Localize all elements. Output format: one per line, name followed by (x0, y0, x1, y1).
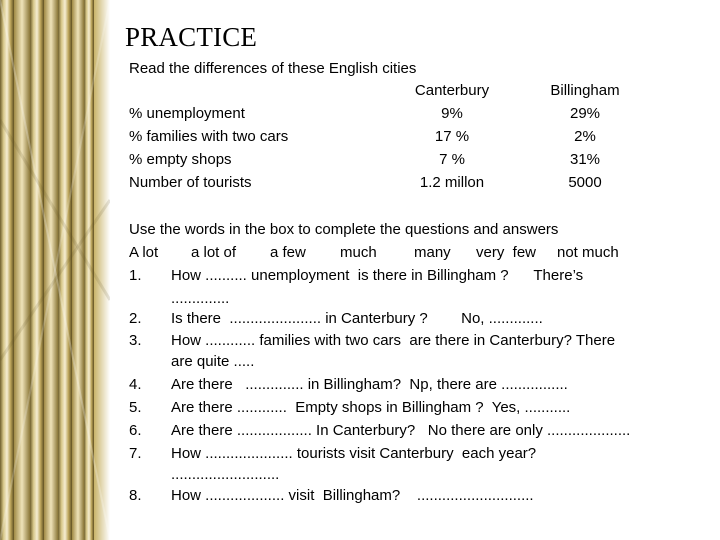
exercise-instruction: Use the words in the box to complete the questions and answers (129, 221, 559, 238)
word-not-much: not much (557, 244, 619, 261)
question-number: 6. (129, 422, 142, 439)
word-much: much (340, 244, 377, 261)
question-number: 7. (129, 445, 142, 462)
question-number: 1. (129, 267, 142, 284)
row-label-tourists: Number of tourists (129, 174, 252, 191)
word-a-lot: A lot (129, 244, 159, 261)
word-a-lot-of: a lot of (191, 244, 237, 261)
column-header-billingham: Billingham (550, 82, 620, 99)
question-text: Are there ............ Empty shops in Billingham ? Yes, ........... (171, 399, 571, 416)
question-text: How ..................... tourists visit Canterbury each year? (171, 445, 537, 462)
row-label-empty-shops: % empty shops (129, 151, 232, 168)
question-text: How ............ families with two cars are there in Canterbury? There (171, 332, 616, 349)
question-number: 3. (129, 332, 142, 349)
question-number: 2. (129, 310, 142, 327)
cell-canterbury-two-cars: 17 % (434, 128, 470, 145)
question-text: Are there .................. In Canterbury? No there are only .................... (171, 422, 631, 439)
question-text-continued: are quite ..... (171, 353, 255, 370)
question-text: How ................... visit Billingham? ............................ (171, 487, 534, 504)
column-header-canterbury: Canterbury (414, 82, 490, 99)
reading-instruction: Read the differences of these English cities (129, 60, 417, 77)
question-number: 5. (129, 399, 142, 416)
question-text-continued: .......................... (171, 466, 280, 483)
cell-billingham-two-cars: 2% (574, 128, 596, 145)
cell-billingham-empty-shops: 31% (569, 151, 601, 168)
cell-canterbury-tourists: 1.2 millon (419, 174, 485, 191)
question-number: 4. (129, 376, 142, 393)
cell-billingham-unemployment: 29% (569, 105, 601, 122)
slide-title: PRACTICE (125, 22, 258, 52)
question-number: 8. (129, 487, 142, 504)
word-a-few: a few (270, 244, 306, 261)
cell-canterbury-empty-shops: 7 % (439, 151, 465, 168)
question-text: How .......... unemployment is there in Billingham ? There’s (171, 267, 584, 284)
word-many: many (414, 244, 451, 261)
cell-canterbury-unemployment: 9% (441, 105, 463, 122)
cell-billingham-tourists: 5000 (568, 174, 602, 191)
row-label-two-cars: % families with two cars (129, 128, 289, 145)
question-text-continued: .............. (171, 290, 230, 307)
question-text: Are there .............. in Billingham? Np, there are ................ (171, 376, 568, 393)
row-label-unemployment: % unemployment (129, 105, 245, 122)
question-text: Is there ...................... in Canterbury ? No, ............. (171, 310, 543, 327)
word-very-few: very few (476, 244, 537, 261)
